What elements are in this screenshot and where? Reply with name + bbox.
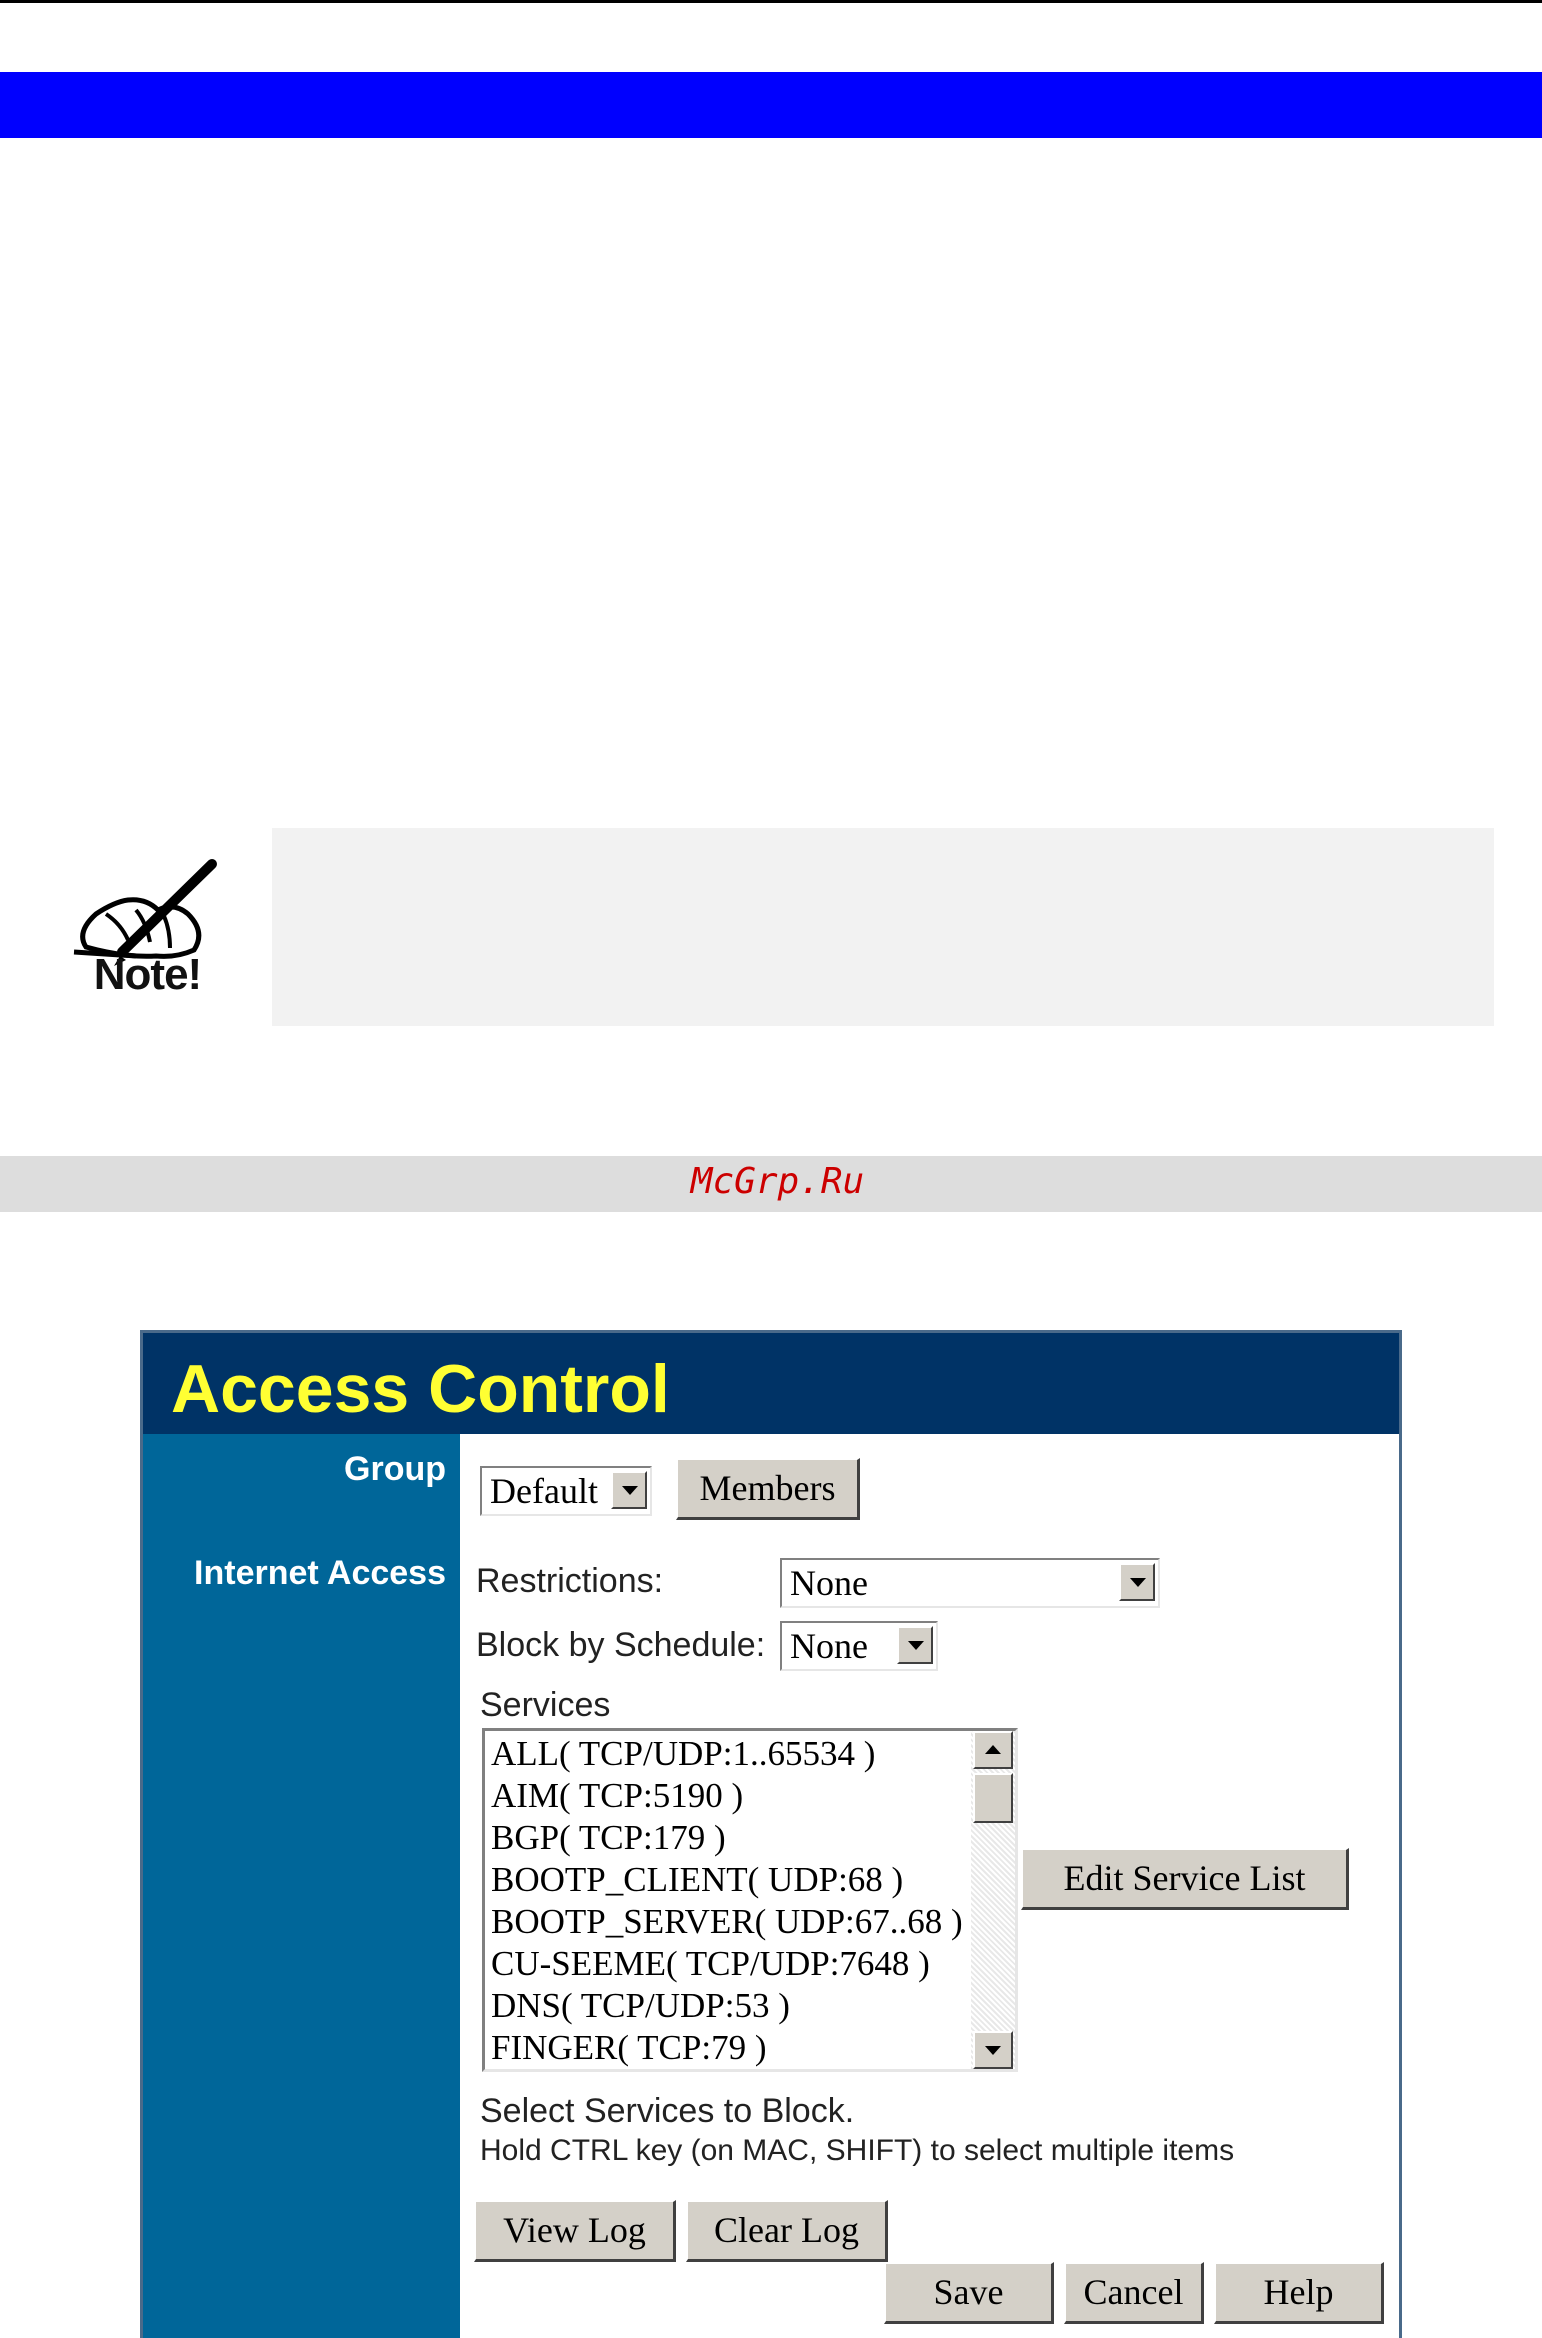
cancel-button[interactable]: Cancel	[1064, 2262, 1204, 2324]
select-services-hint: Select Services to Block.	[480, 2092, 855, 2130]
list-item[interactable]: ALL( TCP/UDP:1..65534 )	[491, 1734, 876, 1773]
members-button[interactable]: Members	[676, 1458, 860, 1520]
list-item[interactable]: AIM( TCP:5190 )	[491, 1776, 744, 1815]
note-label: Note!	[93, 950, 202, 999]
clear-log-button[interactable]: Clear Log	[686, 2200, 888, 2262]
panel-sidebar	[140, 1434, 460, 2338]
panel-header	[140, 1330, 1402, 1434]
scroll-down-arrow-icon[interactable]	[973, 2031, 1013, 2069]
internet-access-label: Internet Access	[194, 1554, 446, 1592]
scrollbar-thumb[interactable]	[973, 1773, 1013, 1823]
ctrl-key-hint: Hold CTRL key (on MAC, SHIFT) to select multiple items	[480, 2134, 1235, 2167]
chevron-down-icon[interactable]	[897, 1626, 933, 1664]
section-header-band	[0, 72, 1542, 138]
block-by-schedule-select-value: None	[790, 1626, 868, 1666]
list-item[interactable]: FINGER( TCP:79 )	[491, 2028, 767, 2067]
group-label: Group	[344, 1450, 446, 1488]
watermark-text: McGrp.Ru	[690, 1161, 865, 1202]
list-item[interactable]: DNS( TCP/UDP:53 )	[491, 1986, 790, 2025]
restrictions-label: Restrictions:	[476, 1562, 664, 1600]
list-item[interactable]: BOOTP_CLIENT( UDP:68 )	[491, 1860, 904, 1899]
list-item[interactable]: BOOTP_SERVER( UDP:67..68 )	[491, 1902, 963, 1941]
restrictions-select[interactable]	[780, 1558, 1160, 1608]
view-log-button[interactable]: View Log	[474, 2200, 676, 2262]
services-listbox[interactable]	[482, 1728, 1018, 2072]
group-select-value: Default	[490, 1471, 598, 1511]
group-select[interactable]	[480, 1466, 652, 1516]
list-item[interactable]: CU-SEEME( TCP/UDP:7648 )	[491, 1944, 930, 1983]
page-title: Access Control	[171, 1351, 670, 1427]
services-list	[491, 1733, 961, 2069]
chevron-down-icon[interactable]	[611, 1471, 647, 1509]
restrictions-select-value: None	[790, 1563, 868, 1603]
list-item[interactable]: BGP( TCP:179 )	[491, 1818, 726, 1857]
scroll-up-arrow-icon[interactable]	[973, 1731, 1013, 1769]
services-label: Services	[480, 1686, 611, 1724]
note-box	[272, 828, 1494, 1026]
block-by-schedule-label: Block by Schedule:	[476, 1626, 766, 1664]
help-button[interactable]: Help	[1214, 2262, 1384, 2324]
edit-service-list-button[interactable]: Edit Service List	[1021, 1848, 1349, 1910]
save-button[interactable]: Save	[884, 2262, 1054, 2324]
top-rule	[0, 0, 1542, 3]
services-scrollbar[interactable]	[971, 1731, 1015, 2069]
chevron-down-icon[interactable]	[1119, 1563, 1155, 1601]
block-by-schedule-select[interactable]	[780, 1621, 938, 1671]
